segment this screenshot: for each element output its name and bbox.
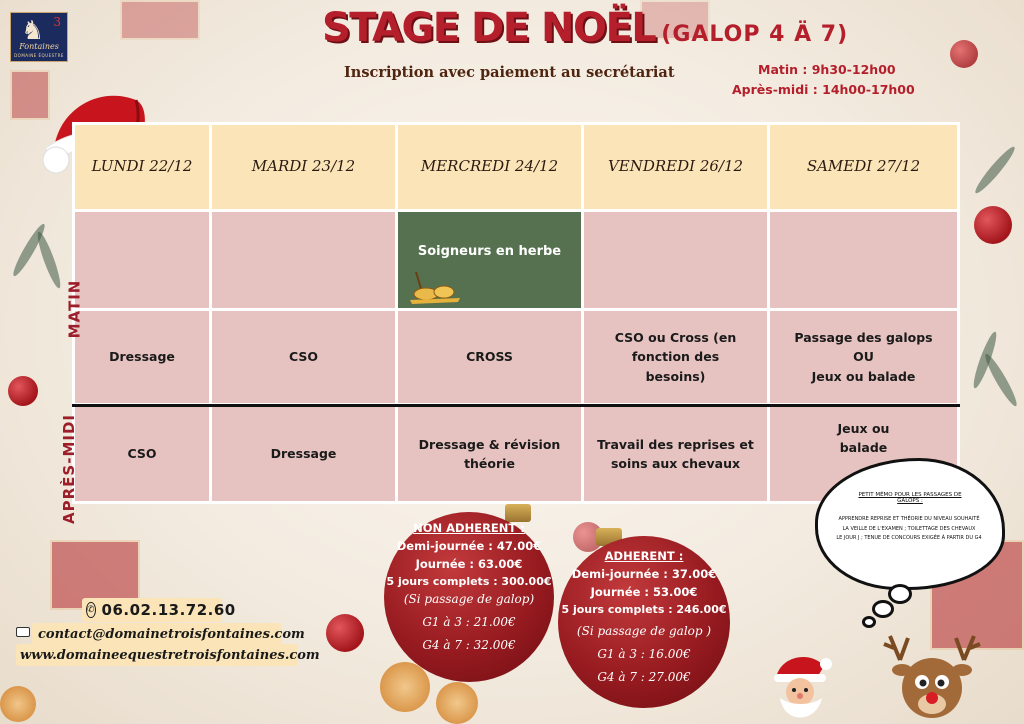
non-adherent-g1-3: G1 à 3 : 21.00€ bbox=[422, 615, 516, 630]
matin-bottom-samedi: Passage des galops OU Jeux ou balade bbox=[767, 308, 960, 406]
pine-branch-decoration bbox=[982, 352, 1021, 409]
ornament-decoration bbox=[326, 614, 364, 652]
matin-bottom-mercredi: CROSS bbox=[395, 308, 584, 406]
day-header-lundi: LUNDI 22/12 bbox=[72, 122, 212, 212]
matin-top-mardi bbox=[209, 209, 398, 311]
apm-mardi: Dressage bbox=[209, 404, 398, 504]
bubble-puff bbox=[888, 584, 912, 604]
phone-number[interactable]: 06.02.13.72.60 bbox=[101, 601, 236, 619]
apm-vendredi: Travail des reprises et soins aux chevaux bbox=[581, 404, 770, 504]
non-adherent-journee: Journée : 63.00€ bbox=[415, 556, 523, 571]
mail-icon bbox=[16, 627, 30, 637]
phone-icon: ✆ bbox=[86, 602, 96, 618]
adherent-prices bbox=[558, 548, 730, 686]
matin-top-mercredi bbox=[395, 209, 584, 311]
reindeer-illustration bbox=[880, 630, 984, 724]
apm-lundi: CSO bbox=[72, 404, 212, 504]
matin-top-vendredi bbox=[581, 209, 770, 311]
adherent-journee: Journée : 53.00€ bbox=[590, 584, 698, 599]
morning-hours: Matin : 9h30-12h00 bbox=[758, 62, 896, 77]
ornament-decoration bbox=[950, 40, 978, 68]
page-title bbox=[322, 5, 848, 51]
matin-top-lundi bbox=[72, 209, 212, 311]
hay-bale-icon bbox=[408, 270, 464, 306]
website-link[interactable]: www.domaineequestretroisfontaines.com bbox=[16, 644, 298, 666]
ornament-decoration bbox=[974, 206, 1012, 244]
email-link[interactable]: contact@domainetroisfontaines.com bbox=[32, 623, 282, 645]
dried-orange-decoration bbox=[436, 682, 478, 724]
matin-label-wrap bbox=[47, 280, 93, 340]
memo-item: LA VEILLE DE L'EXAMEN ; TOILETTAGE DES CHEVAUX bbox=[842, 525, 976, 532]
logo-tagline: DOMAINE ÉQUESTRE bbox=[14, 53, 64, 58]
adherent-cinq: 5 jours complets : 246.00€ bbox=[561, 603, 727, 617]
bubble-puff bbox=[862, 616, 876, 628]
day-header-samedi: SAMEDI 27/12 bbox=[767, 122, 960, 212]
memo-item: LE JOUR J ; TENUE DE CONCOURS EXIGÉE À PARTIR DU G4 bbox=[836, 535, 982, 541]
matin-bottom-mardi: CSO bbox=[209, 308, 398, 406]
logo-number: 3 bbox=[53, 15, 61, 29]
non-adherent-title: NON ADHERENT : bbox=[413, 521, 525, 535]
apm-label-wrap bbox=[18, 414, 108, 524]
pine-branch-decoration bbox=[972, 144, 1018, 196]
apres-midi-label: APRÈS-MIDI bbox=[59, 414, 78, 524]
title-sub: (GALOP 4 Ä 7) bbox=[661, 22, 849, 47]
horse-silhouette: ♞ bbox=[21, 16, 45, 46]
title-main: STAGE DE NOËL bbox=[322, 5, 656, 51]
apm-mercredi: Dressage & révision théorie bbox=[395, 404, 584, 504]
ornament-decoration bbox=[8, 376, 38, 406]
horse-logo-icon bbox=[10, 12, 68, 62]
santa-illustration bbox=[766, 648, 836, 724]
day-header-mardi: MARDI 23/12 bbox=[209, 122, 398, 212]
adherent-g1-3: G1 à 3 : 16.00€ bbox=[597, 647, 691, 662]
afternoon-hours: Après-midi : 14h00-17h00 bbox=[732, 82, 915, 97]
phone-pill bbox=[82, 598, 236, 622]
day-header-vendredi: VENDREDI 26/12 bbox=[581, 122, 770, 212]
inscription-note: Inscription avec paiement au secrétariat bbox=[344, 64, 675, 81]
day-header-mercredi: MERCREDI 24/12 bbox=[395, 122, 584, 212]
bubble-puff bbox=[872, 600, 894, 618]
non-adherent-cinq: 5 jours complets : 300.00€ bbox=[386, 575, 552, 589]
non-adherent-galop-label: (Si passage de galop) bbox=[403, 592, 535, 607]
matin-top-samedi bbox=[767, 209, 960, 311]
apm-samedi: Jeux ou balade bbox=[767, 404, 960, 504]
memo-item: APPRENDRE REPRISE ET THÉORIE DU NIVEAU SOUHAITÉ bbox=[838, 516, 980, 522]
adherent-title: ADHERENT : bbox=[604, 549, 684, 563]
adherent-g4-7: G4 à 7 : 27.00€ bbox=[597, 669, 691, 684]
matin-bottom-lundi: Dressage bbox=[72, 308, 212, 406]
matin-label: MATIN bbox=[65, 279, 84, 339]
matin-bottom-vendredi: CSO ou Cross (en fonction des besoins) bbox=[581, 308, 770, 406]
dried-orange-decoration bbox=[0, 686, 36, 722]
non-adherent-demi: Demi-journée : 47.00€ bbox=[396, 538, 542, 553]
memo-list bbox=[834, 516, 984, 545]
adherent-galop-label: (Si passage de galop ) bbox=[576, 624, 712, 639]
logo-name: Fontaines bbox=[19, 42, 59, 51]
non-adherent-prices bbox=[384, 520, 554, 654]
gift-box-decoration bbox=[120, 0, 200, 40]
non-adherent-g4-7: G4 à 7 : 32.00€ bbox=[422, 637, 516, 652]
adherent-demi: Demi-journée : 37.00€ bbox=[571, 566, 717, 581]
soigneurs-label: Soigneurs en herbe bbox=[417, 243, 562, 259]
matin-apm-separator bbox=[72, 404, 960, 407]
dried-orange-decoration bbox=[380, 662, 430, 712]
memo-title: PETIT MÉMO POUR LES PASSAGES DE GALOPS : bbox=[858, 492, 962, 504]
